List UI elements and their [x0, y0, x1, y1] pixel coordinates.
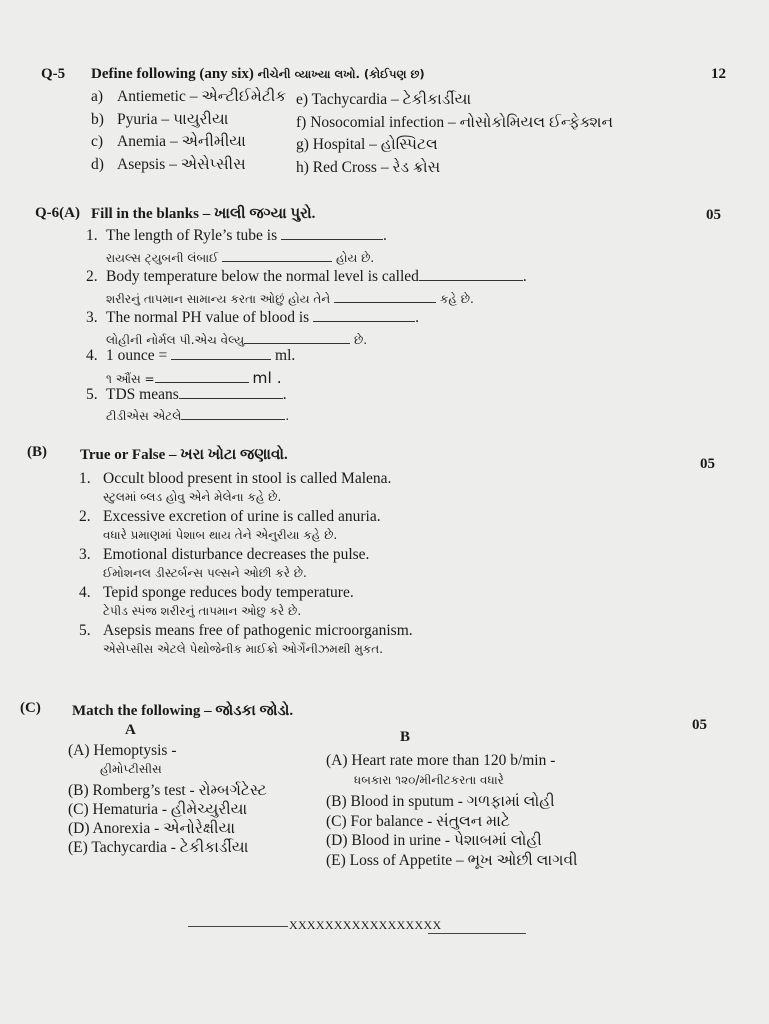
match-a-item-c: (C) Hematuria - હીમેચ્યુરીયા	[68, 801, 248, 818]
blank[interactable]	[244, 331, 350, 344]
match-a-item-d: (D) Anorexia - એનોરેક્ષીયા	[68, 820, 236, 837]
q6a-item-4-gu: ૧ ઔંસ = ml .	[106, 369, 282, 387]
match-b-item-c: (C) For balance - સંતુલન માટે	[326, 812, 510, 830]
q6b-item-1: 1. Occult blood present in stool is called Malena.	[79, 470, 392, 487]
q5-marks: 12	[711, 66, 726, 82]
blank[interactable]	[171, 347, 271, 360]
match-b-item-a-gu: ધબકારા ૧૨૦/મીનીટકરતા વધારે	[354, 772, 504, 787]
match-b-item-e: (E) Loss of Appetite – ભૂખ ઓછી લાગવી	[326, 851, 578, 869]
col-a-header: A	[125, 722, 136, 738]
q6a-item-1-gu: રાયલ્સ ટ્યુબની લંબાઈ હોય છે.	[106, 251, 375, 265]
q5-label: Q-5	[41, 66, 66, 82]
blank[interactable]	[181, 407, 285, 420]
match-col-a	[68, 741, 267, 857]
q6b-item-2-gu: વધારે પ્રમાણમાં પેશાબ થાય તેને એનુરીયા કહે છે.	[103, 528, 338, 542]
q6a-label: Q-6(A)	[35, 205, 80, 221]
q6a-item-4: 4. 1 ounce = ml.	[86, 347, 296, 364]
q6a-item-3-gu: લોહીની નોર્મલ પી.એચ વેલ્યુ છે.	[106, 333, 368, 347]
footer-marker: XXXXXXXXXXXXXXXXX	[289, 918, 442, 932]
q6b-item-5: 5. Asepsis means free of pathogenic microorganism.	[79, 622, 413, 639]
q6b-item-2: 2. Excessive excretion of urine is called anuria.	[79, 508, 381, 525]
q5-left-list	[91, 86, 286, 176]
blank[interactable]	[222, 249, 332, 262]
q5-right-list	[296, 89, 613, 179]
blank[interactable]	[419, 268, 523, 281]
q6a-item-1: 1. The length of Ryle’s tube is .	[86, 227, 387, 244]
match-a-item-a-gu: હીમોપ્ટીસીસ	[100, 762, 162, 776]
q6b-marks: 05	[700, 456, 715, 472]
q6b-item-4-gu: ટેપીડ સ્પંજ શરીરનું તાપમાન ઓછુ કરે છે.	[103, 604, 302, 618]
q6c-heading: Match the following – જોડકા જોડો.	[72, 703, 294, 719]
match-b-item-a: (A) Heart rate more than 120 b/min -	[326, 752, 556, 769]
q5-heading-en: Define following (any six)	[91, 66, 254, 82]
match-a-item-a: (A) Hemoptysis -	[68, 742, 177, 759]
q5-item-d: d) Asepsis – એસેપ્સીસ	[91, 155, 246, 173]
footer-rule-right	[428, 933, 526, 934]
q6b-item-1-gu: સ્ટુલમાં બ્લડ હોવુ એને મેલેના કહે છે.	[103, 490, 282, 504]
q6a-item-5-gu: ટીડીએસ એટલે .	[106, 409, 290, 423]
footer-rule-left	[188, 926, 288, 927]
q5-item-e: e) Tachycardia – ટેકીકાર્ડીયા	[296, 91, 472, 108]
q5-item-a: a) Antiemetic – એન્ટીઈમેટીક	[91, 88, 287, 105]
blank[interactable]	[155, 370, 249, 383]
q6b-label: (B)	[27, 444, 47, 460]
match-a-item-b: (B) Romberg’s test - રોમ્બર્ગટેસ્ટ	[68, 782, 267, 799]
q6a-item-2: 2. Body temperature below the normal level is called .	[86, 268, 527, 285]
match-a-item-e: (E) Tachycardia - ટેકીકાર્ડીયા	[68, 839, 249, 856]
q5-heading-gu: નીચેની વ્યાખ્યા લખો. (કોઈપણ છ)	[257, 67, 425, 81]
q6b-item-3-gu: ઈમોશનલ ડીસ્ટર્બન્સ પલ્સને ઓછી કરે છે.	[103, 566, 307, 580]
blank[interactable]	[281, 227, 383, 240]
q5-item-h: h) Red Cross – રેડ ક્રોસ	[296, 158, 441, 176]
match-col-b	[326, 751, 578, 870]
q6b-item-4: 4. Tepid sponge reduces body temperature.	[79, 584, 354, 601]
q5-heading	[91, 66, 425, 83]
q6a-item-2-gu: શરીરનું તાપમાન સામાન્ય કરતા ઓછું હોય તેને કહે છે.	[106, 292, 474, 306]
blank[interactable]	[179, 386, 283, 399]
match-b-item-b: (B) Blood in sputum - ગળફામાં લોહી	[326, 793, 555, 810]
q6a-item-3: 3. The normal PH value of blood is .	[86, 309, 419, 326]
blank[interactable]	[334, 290, 436, 303]
q6c-label: (C)	[20, 700, 41, 716]
q6c-marks: 05	[692, 717, 707, 733]
q6a-marks: 05	[706, 207, 721, 223]
q6b-list	[79, 469, 413, 659]
col-b-header: B	[400, 729, 411, 745]
blank[interactable]	[313, 309, 415, 322]
q5-item-g: g) Hospital – હોસ્પિટલ	[296, 136, 438, 153]
q5-item-f: f) Nosocomial infection – નોસોકોમિયલ ઈન્ફેક્શન	[296, 113, 614, 131]
q6a-heading: Fill in the blanks – ખાલી જગ્યા પુરો.	[91, 206, 316, 222]
q5-item-c: c) Anemia – એનીમીયા	[91, 133, 246, 150]
q5-item-b: b) Pyuria – પાયુરીયા	[91, 110, 229, 128]
q6b-item-5-gu: એસેપ્સીસ એટલે પેથોજેનીક માઈક્રો ઓર્ગેનીઝમથી મુકત.	[103, 642, 384, 656]
q6b-item-3: 3. Emotional disturbance decreases the pulse.	[79, 546, 370, 563]
match-b-item-d: (D) Blood in urine - પેશાબમાં લોહી	[326, 832, 542, 849]
q6a-item-5: 5. TDS means .	[86, 386, 287, 403]
q6b-heading: True or False – ખરા ખોટા જણાવો.	[80, 447, 288, 463]
